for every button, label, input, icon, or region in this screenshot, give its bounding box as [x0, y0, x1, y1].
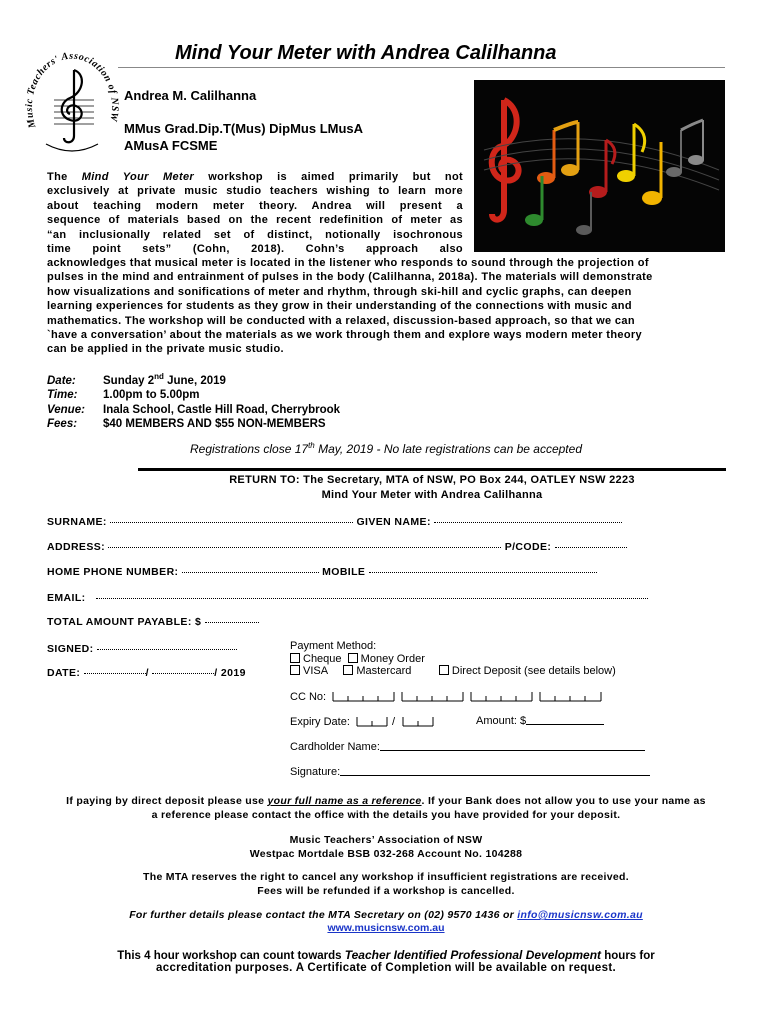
assoc-name: Music Teachers’ Association of NSW — [289, 834, 483, 846]
email-link[interactable]: info@musicnsw.com.au — [517, 909, 643, 921]
visa-checkbox[interactable] — [290, 665, 300, 675]
description-line-3: about teaching modern meter theory. Andrea will present a — [47, 199, 463, 212]
description-line-13: can be applied in the private music studio. — [47, 343, 284, 356]
event-details — [47, 370, 340, 432]
bank-details: Westpac Mortdale BSB 032-268 Account No. 104288 — [249, 848, 523, 860]
mobile-field[interactable] — [369, 572, 597, 573]
amount-row: Amount: $ — [476, 715, 604, 727]
title-divider — [118, 67, 725, 68]
seal-text: Music Teachers' Association of NSW — [24, 50, 120, 130]
cheque-checkbox[interactable] — [290, 653, 300, 663]
address-row: ADDRESS: P/CODE: — [47, 541, 627, 553]
registration-close: Registrations close 17th May, 2019 - No late registrations can be accepted — [190, 441, 582, 456]
description-line-10: learning experiences for students as they grow in their understanding of the connections with music and — [47, 300, 632, 313]
signed-field[interactable] — [97, 649, 237, 650]
svg-text:/: / — [391, 716, 396, 727]
expiry-boxes[interactable] — [353, 715, 443, 727]
surname-row: SURNAME: GIVEN NAME: — [47, 516, 622, 528]
cancel-note-2: Fees will be refunded if a workshop is cancelled. — [257, 885, 515, 897]
address-field[interactable] — [108, 547, 501, 548]
event-fees: Fees: $40 MEMBERS AND $55 NON-MEMBERS — [47, 418, 326, 431]
description-full — [47, 256, 725, 357]
description-line-6: time point sets” (Cohn, 2018). Cohn’s approach also — [47, 243, 463, 256]
cc-number-boxes[interactable] — [329, 690, 609, 702]
contact-line: For further details please contact the MTA Secretary on (02) 9570 1436 or info@musicnsw.com.au — [129, 909, 643, 921]
money-order-checkbox[interactable] — [348, 653, 358, 663]
total-row: TOTAL AMOUNT PAYABLE: $ — [47, 616, 259, 628]
pd-note-2: accreditation purposes. A Certificate of Completion will be available on request. — [156, 962, 616, 974]
description-line-4: sequence of materials based on the recent redefinition of meter as — [47, 214, 463, 227]
return-address: RETURN TO: The Secretary, MTA of NSW, PO Box 244, OATLEY NSW 2223 — [229, 474, 635, 486]
presenter-quals-1: MMus Grad.Dip.T(Mus) DipMus LMusA — [124, 121, 364, 136]
date-month-field[interactable] — [152, 673, 214, 674]
amount-field[interactable] — [526, 724, 604, 725]
description-line-12: `have a conversation’ about the materials as we work through them and explore ways modern meter theory — [47, 329, 643, 342]
date-row: DATE: / / 2019 — [47, 667, 246, 679]
email-row: EMAIL: — [47, 592, 648, 604]
deposit-note-2: a reference please contact the office with the details you have provided for your deposit. — [151, 809, 621, 821]
phone-row: HOME PHONE NUMBER: MOBILE — [47, 566, 597, 578]
association-seal-logo — [24, 40, 120, 166]
cardholder-field[interactable] — [380, 750, 645, 751]
event-time: Time: 1.00pm to 5.00pm — [47, 389, 200, 402]
description-line-1: The Mind Your Meter workshop is aimed primarily but not — [47, 171, 464, 183]
page-title: Mind Your Meter with Andrea Calilhanna — [175, 42, 557, 64]
cc-number-row: CC No: — [290, 690, 609, 703]
presenter-quals-2: AMusA FCSME — [124, 138, 218, 153]
signature-row: Signature: — [290, 766, 650, 778]
website-line — [47, 922, 725, 934]
event-venue: Venue: Inala School, Castle Hill Road, Cherrybrook — [47, 403, 341, 416]
form-divider — [138, 468, 726, 471]
payment-row-2: VISA Mastercard Direct Deposit (see details below) — [290, 665, 616, 677]
date-day-field[interactable] — [84, 673, 146, 674]
payment-heading: Payment Method: — [290, 640, 377, 652]
expiry-row: Expiry Date: / — [290, 715, 443, 728]
surname-field[interactable] — [110, 522, 353, 523]
form-title: Mind Your Meter with Andrea Calilhanna — [321, 489, 543, 501]
website-link[interactable]: www.musicnsw.com.au — [327, 922, 445, 934]
signature-field[interactable] — [340, 775, 650, 776]
description-line-9: how visualizations and sonifications of meter and rhythm, through ski-hill and cyclic graphs, can deepen — [47, 285, 632, 298]
event-date: Date: Sunday 2nd June, 2019 — [47, 372, 226, 387]
postcode-field[interactable] — [555, 547, 627, 548]
signed-row: SIGNED: — [47, 643, 237, 655]
description-line-8: pulses in the mind and entrainment of pulses in the body (Calilhanna, 2018a). The materials will demonstrate — [47, 271, 653, 284]
pd-note-1: This 4 hour workshop can count towards Teacher Identified Professional Development hours for — [117, 948, 655, 962]
deposit-note-1: If paying by direct deposit please use your full name as a reference. If your Bank does not allow you to use your name as — [66, 795, 706, 807]
music-notes-image — [474, 80, 725, 252]
presenter-name: Andrea M. Calilhanna — [124, 88, 257, 103]
cancel-note-1: The MTA reserves the right to cancel any workshop if insufficient registrations are received. — [143, 871, 629, 883]
description-wrapped — [47, 170, 463, 256]
given-name-field[interactable] — [434, 522, 622, 523]
mastercard-checkbox[interactable] — [343, 665, 353, 675]
payment-row-1: Cheque Money Order — [290, 653, 425, 665]
total-amount-field[interactable] — [205, 622, 259, 623]
cardholder-row: Cardholder Name: — [290, 741, 645, 753]
direct-deposit-checkbox[interactable] — [439, 665, 449, 675]
description-line-11: mathematics. The workshop will be conducted with a relaxed, discussion-based approach, so that we can — [47, 314, 635, 327]
description-line-7: acknowledges that musical meter is located in the listener who responds to sound through the projection of — [47, 257, 649, 269]
home-phone-field[interactable] — [182, 572, 319, 573]
email-field[interactable] — [96, 598, 648, 599]
description-line-2: exclusively at private music studio teachers wishing to learn more — [47, 185, 463, 198]
description-line-5: “an inclusionally related set of distinct, notionally isochronous — [47, 228, 463, 241]
